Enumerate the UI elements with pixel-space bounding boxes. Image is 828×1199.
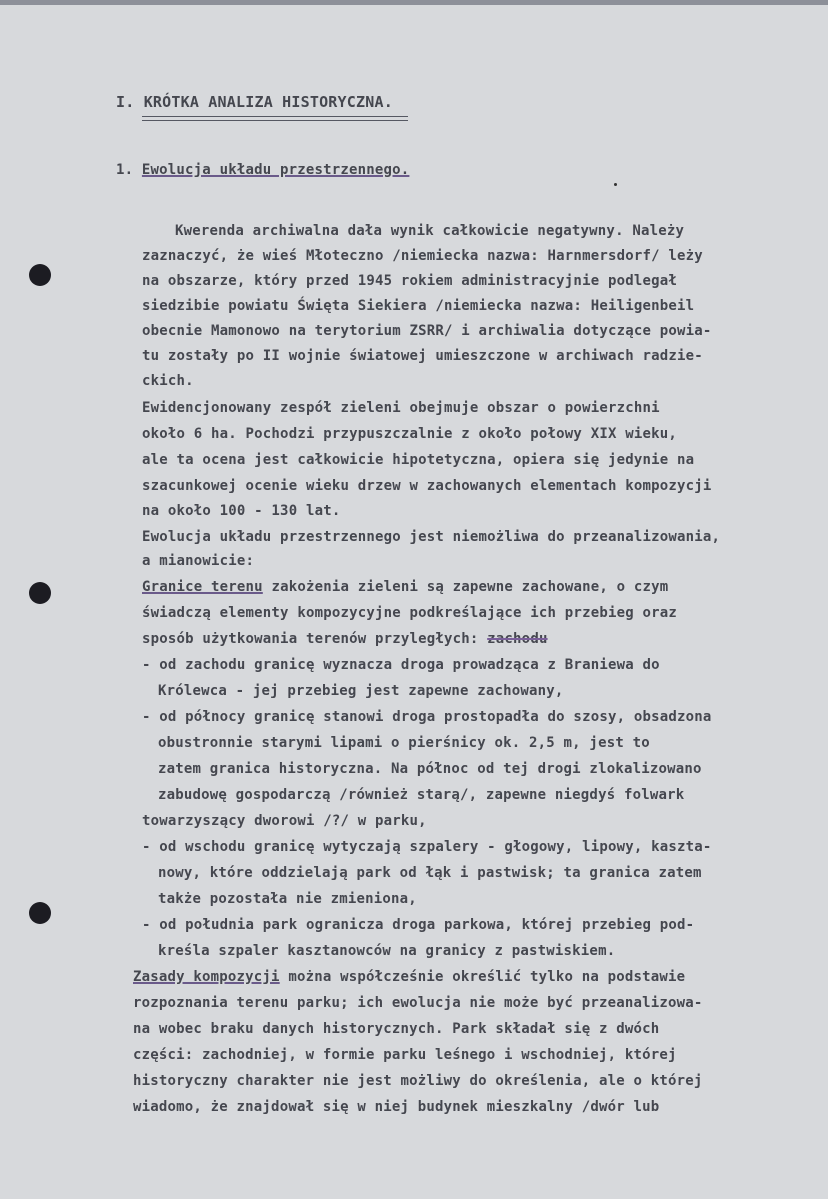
stray-mark (614, 183, 617, 186)
section-number: 1. (116, 162, 134, 178)
text-line: zaznaczyć, że wieś Młoteczno /niemiecka nazwa: Harnmersdorf/ leży (142, 248, 703, 264)
text-line: zatem granica historyczna. Na północ od tej drogi zlokalizowano (158, 761, 702, 777)
boundaries-label: Granice terenu (142, 579, 263, 595)
text-line: ckich. (142, 373, 194, 389)
text-line: sposób użytkowania terenów przyległych: zachodu (142, 631, 548, 647)
text-line: na wobec braku danych historycznych. Park składał się z dwóch (133, 1021, 660, 1037)
text-line: wiadomo, że znajdował się w niej budynek mieszkalny /dwór lub (133, 1099, 660, 1115)
text-line: - od zachodu granicę wyznacza droga prowadząca z Braniewa do (142, 657, 660, 673)
text-line: około 6 ha. Pochodzi przypuszczalnie z około połowy XIX wieku, (142, 426, 677, 442)
text-line: Królewca - jej przebieg jest zapewne zachowany, (158, 683, 564, 699)
text-line: towarzyszący dworowi /?/ w parku, (142, 813, 427, 829)
text-line: nowy, które oddzielają park od łąk i pastwisk; ta granica zatem (158, 865, 702, 881)
text-line: - od północy granicę stanowi droga prostopadła do szosy, obsadzona (142, 709, 712, 725)
composition-label: Zasady kompozycji (133, 969, 280, 985)
text-line: Kwerenda archiwalna dała wynik całkowicie negatywny. Należy (175, 223, 685, 239)
text-line: szacunkowej ocenie wieku drzew w zachowanych elementach kompozycji (142, 478, 712, 494)
punch-hole-middle (29, 582, 51, 604)
text-line: historyczny charakter nie jest możliwy do określenia, ale o której (133, 1073, 703, 1089)
text-line: zabudowę gospodarczą /również starą/, zapewne niegdyś folwark (158, 787, 685, 803)
text-line: tu zostały po II wojnie światowej umieszczone w archiwach radzie- (142, 348, 703, 364)
text-line: ale ta ocena jest całkowicie hipotetyczna, opiera się jedynie na (142, 452, 695, 468)
text-line: - od wschodu granicę wytyczają szpalery - głogowy, lipowy, kaszta- (142, 839, 712, 855)
text-line: a mianowicie: (142, 553, 255, 569)
text-line: Ewidencjonowany zespół zieleni obejmuje obszar o powierzchni (142, 400, 660, 416)
section-heading (116, 162, 409, 178)
text-line: kreśla szpaler kasztanowców na granicy z pastwiskiem. (158, 943, 616, 959)
page-top-edge (0, 0, 828, 5)
heading-double-underline (142, 116, 408, 121)
punch-hole-top (29, 264, 51, 286)
text-line: na obszarze, który przed 1945 rokiem administracyjnie podlegał (142, 273, 677, 289)
text-line: obecnie Mamonowo na terytorium ZSRR/ i archiwalia dotyczące powia- (142, 323, 712, 339)
text-line: na około 100 - 130 lat. (142, 503, 341, 519)
struck-word: zachodu (487, 631, 548, 647)
text-line: świadczą elementy kompozycyjne podkreślające ich przebieg oraz (142, 605, 677, 621)
text-line: obustronnie starymi lipami o pierśnicy ok. 2,5 m, jest to (158, 735, 650, 751)
punch-hole-bottom (29, 902, 51, 924)
text-line: części: zachodniej, w formie parku leśnego i wschodniej, której (133, 1047, 677, 1063)
text-line: rozpoznania terenu parku; ich ewolucja nie może być przeanalizowa- (133, 995, 703, 1011)
composition-paragraph-start: Zasady kompozycji można współcześnie określić tylko na podstawie (133, 969, 686, 985)
text-line: siedzibie powiatu Święta Siekiera /niemiecka nazwa: Heiligenbeil (142, 298, 695, 314)
text-line: także pozostała nie zmieniona, (158, 891, 417, 907)
document-heading: I. KRÓTKA ANALIZA HISTORYCZNA. (116, 93, 393, 111)
section-title: Ewolucja układu przestrzennego. (141, 162, 410, 178)
boundaries-paragraph-start: Granice terenu zakożenia zieleni są zapewne zachowane, o czym (142, 579, 669, 595)
text-line: - od południa park ogranicza droga parkowa, której przebieg pod- (142, 917, 695, 933)
text-line: Ewolucja układu przestrzennego jest niemożliwa do przeanalizowania, (142, 529, 721, 545)
